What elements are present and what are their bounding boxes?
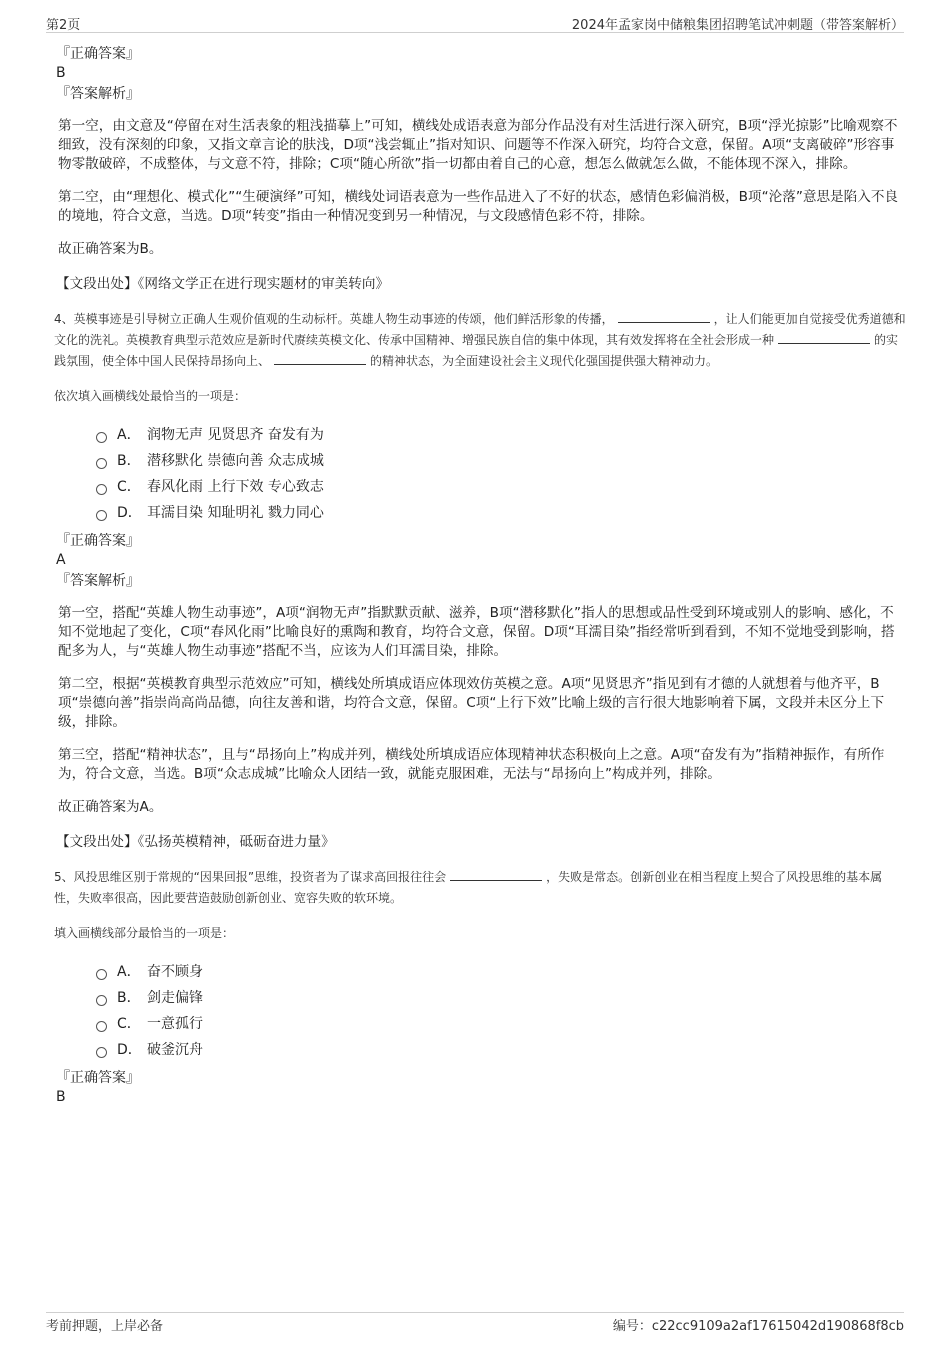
radio-icon[interactable] [96, 458, 107, 469]
q4-prompt: 依次填入画横线处最恰当的一项是： [54, 389, 247, 403]
q4-options [96, 422, 906, 526]
q4-option-c[interactable]: C． 春风化雨 上行下效 专心致志 [96, 474, 906, 500]
q4-option-a[interactable]: A． 润物无声 见贤思齐 奋发有为 [96, 422, 906, 448]
q5-option-c[interactable]: C． 一意孤行 [96, 1011, 906, 1037]
document-body [56, 45, 906, 1109]
radio-icon[interactable] [96, 432, 107, 443]
page-footer [46, 1312, 904, 1346]
q3-analysis-3: 故正确答案为B。 [58, 241, 163, 257]
q4-source: 【文段出处】《弘扬英模精神，砥砺奋进力量》 [56, 834, 335, 850]
q4-answer: A [56, 552, 66, 568]
analysis-label: 『答案解析』 [56, 86, 140, 102]
radio-icon[interactable] [96, 484, 107, 495]
answer-label: 『正确答案』 [56, 46, 140, 62]
blank-line [450, 868, 542, 881]
q3-source: 【文段出处】《网络文学正在进行现实题材的审美转向》 [56, 276, 390, 292]
q5-option-b[interactable]: B． 剑走偏锋 [96, 985, 906, 1011]
radio-icon[interactable] [96, 995, 107, 1006]
q4-analysis-3: 第三空，搭配“精神状态”，且与“昂扬向上”构成并列，横线处所填成语应体现精神状态积极向上之意。A项“奋发有为”指精神振作，有所作为，符合文意，当选。B项“众志成城”比喻众人团结一致，就能克服困难，无法与“昂扬向上”构成并列，排除。 [58, 747, 885, 782]
blank-line [618, 310, 710, 323]
q5-stem: 5、风投思维区别于常规的“因果回报”思维，投资者为了谋求高回报往往会 ，失败是常态。创新创业在相当程度上契合了风投思维的基本属性，失败率很高，因此要营造鼓励创新创业、宽容失败的软环境。 [54, 870, 883, 905]
footer-slogan: 考前押题，上岸必备 [46, 1319, 164, 1334]
q5-answer: B [56, 1089, 66, 1105]
page-header [46, 0, 904, 33]
radio-icon[interactable] [96, 1047, 107, 1058]
blank-line [778, 331, 870, 344]
analysis-label: 『答案解析』 [56, 573, 140, 589]
q4-analysis-2: 第二空，根据“英模教育典型示范效应”可知，横线处所填成语应体现效仿英模之意。A项“见贤思齐”指见到有才德的人就想着与他齐平，B项“崇德向善”指崇尚高尚品德，向往友善和谐，均符合文意，保留。C项“上行下效”比喻上级的言行很大地影响着下属，文段并未区分上下级，排除。 [58, 676, 885, 730]
answer-label: 『正确答案』 [56, 1070, 140, 1086]
q4-option-b[interactable]: B． 潜移默化 崇德向善 众志成城 [96, 448, 906, 474]
q4-analysis-1: 第一空，搭配“英雄人物生动事迹”，A项“润物无声”指默默贡献、滋养，B项“潜移默化”指人的思想或品性受到环境或别人的影响、感化，不知不觉地起了变化，C项“春风化雨”比喻良好的熏陶和教育，均符合文意，保留。D项“耳濡目染”指经常听到看到，不知不觉地受到影响，搭配多为人，与“英雄人物生动事迹”搭配不当，应该为人们耳濡目染，排除。 [58, 605, 895, 659]
q4-option-d[interactable]: D． 耳濡目染 知耻明礼 戮力同心 [96, 500, 906, 526]
blank-line [274, 352, 366, 365]
q5-option-a[interactable]: A． 奋不顾身 [96, 959, 906, 985]
radio-icon[interactable] [96, 969, 107, 980]
document-title: 2024年孟家岗中储粮集团招聘笔试冲刺题（带答案解析） [571, 18, 904, 33]
q5-option-d[interactable]: D． 破釜沉舟 [96, 1037, 906, 1063]
q3-analysis-2: 第二空，由“理想化、模式化”“生硬演绎”可知，横线处词语表意为一些作品进入了不好的状态，感情色彩偏消极，B项“沦落”意思是陷入不良的境地，符合文意，当选。D项“转变”指由一种情况变到另一种情况，与文段感情色彩不符，排除。 [58, 189, 899, 224]
q5-prompt: 填入画横线部分最恰当的一项是： [54, 926, 235, 940]
q3-analysis-1: 第一空，由文意及“停留在对生活表象的粗浅描摹上”可知，横线处成语表意为部分作品没有对生活进行深入研究，B项“浮光掠影”比喻观察不细致，没有深刻的印象，又指文章言论的肤浅，D项“浅尝辄止”指对知识、问题等不作深入研究，均符合文意，保留。A项“支离破碎”形容事物零散破碎，不成整体，与文意不符，排除；C项“随心所欲”指一切都由着自己的心意，想怎么做就怎么做，不能体现不深入，排除。 [58, 118, 898, 172]
answer-label: 『正确答案』 [56, 533, 140, 549]
radio-icon[interactable] [96, 1021, 107, 1032]
q4-stem: 4、英模事迹是引导树立正确人生观价值观的生动标杆。英雄人物生动事迹的传颂，他们鲜活形象的传播， ，让人们能更加自觉接受优秀道德和文化的洗礼。英模教育典型示范效应是新时代赓续英模文化、传承中国精神、增强民族自信的集中体现，其有效发挥将在全社会形成一种 的实践氛围，使全体中国人民保持昂扬向上、 的精神状态，为全面建设社会主义现代化强国提供强大精神动力。 [54, 312, 906, 368]
q3-answer: B [56, 65, 66, 81]
q5-options [96, 959, 906, 1063]
page-number: 第2页 [46, 18, 81, 33]
q4-analysis-4: 故正确答案为A。 [58, 799, 163, 815]
document-code: 编号：c22cc9109a2af17615042d190868f8cb [612, 1319, 904, 1334]
radio-icon[interactable] [96, 510, 107, 521]
